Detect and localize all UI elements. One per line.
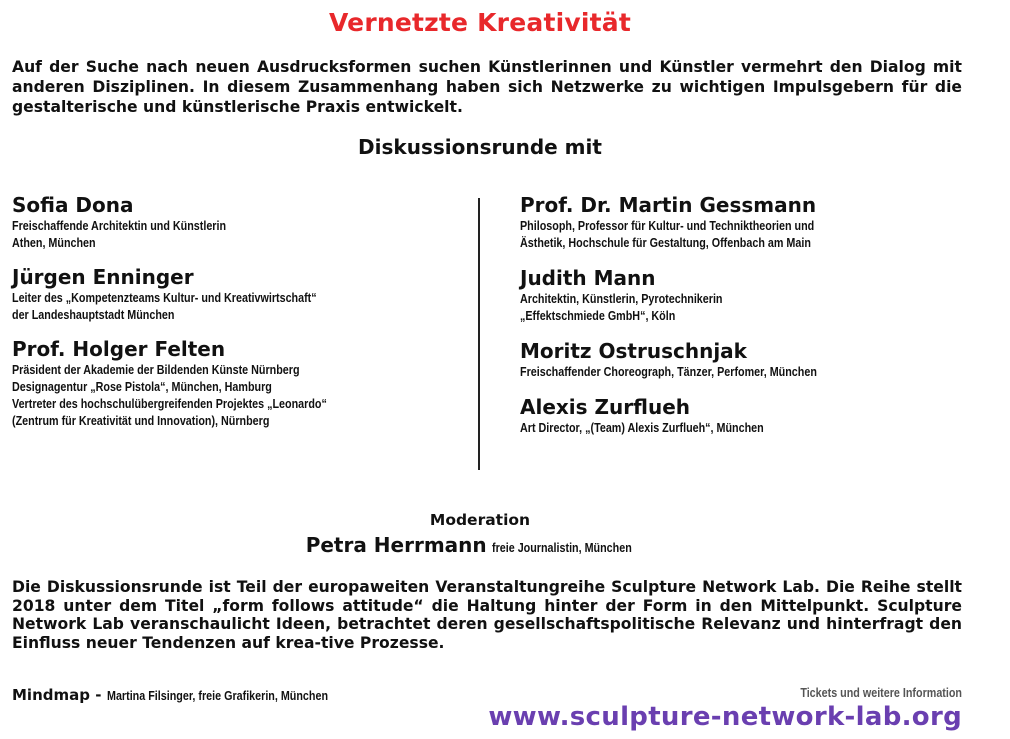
participant-detail: Ästhetik, Hochschule für Gestaltung, Offenbach am Main — [520, 236, 811, 250]
moderator-role: freie Journalistin, München — [491, 541, 632, 555]
outro-paragraph: Die Diskussionsrunde ist Teil der europaweiten Veranstaltungreihe Sculpture Network Lab. Die Reihe stellt 2018 unter dem Titel „form follows attitude“ die Haltung hinter der Form in den Mittelpunkt. Sculpture Network Lab veranschaulicht Ideen, betrachtet deren gesellschaftspolitische Relevanz und hinterfragt den Einfluss neuer Tendenzen auf krea-tive Prozesse. — [12, 578, 962, 652]
discussion-heading: Diskussionsrunde mit — [358, 135, 602, 159]
participant — [12, 193, 462, 252]
participant — [520, 395, 990, 437]
participant — [520, 339, 990, 381]
participant-detail: der Landeshauptstadt München — [12, 308, 175, 322]
participant — [12, 337, 462, 430]
participant-detail: Architektin, Künstlerin, Pyrotechnikerin — [520, 292, 723, 306]
participant-detail: Vertreter des hochschulübergreifenden Projektes „Leonardo“ — [12, 397, 327, 411]
participant-detail: „Effektschmiede GmbH“, Köln — [520, 309, 676, 323]
participants-right-column — [520, 193, 990, 451]
moderation-label: Moderation — [429, 511, 531, 529]
column-divider — [478, 198, 480, 470]
participant — [520, 193, 990, 252]
participant-detail: Philosoph, Professor für Kultur- und Techniktheorien und — [520, 219, 815, 233]
participant-name: Sofia Dona — [12, 193, 134, 217]
page-title: Vernetzte Kreativität — [328, 8, 631, 37]
participant-name: Moritz Ostruschnjak — [520, 339, 747, 363]
mindmap-credit-line — [12, 685, 364, 704]
participant-detail: Designagentur „Rose Pistola“, München, Hamburg — [12, 380, 272, 394]
participant-detail: Freischaffender Choreograph, Tänzer, Perfomer, München — [520, 365, 817, 379]
website-link[interactable]: www.sculpture-network-lab.org — [488, 702, 962, 732]
participant-detail: Freischaffende Architektin und Künstlerin — [12, 219, 227, 233]
participant-detail: Präsident der Akademie der Bildenden Künste Nürnberg — [12, 363, 300, 377]
participant-detail: Leiter des „Kompetenzteams Kultur- und Kreativwirtschaft“ — [12, 291, 317, 305]
participants-left-column — [12, 193, 462, 443]
mindmap-label: Mindmap - — [12, 686, 102, 704]
participant — [520, 266, 990, 325]
participant-detail: (Zentrum für Kreativität und Innovation), Nürnberg — [12, 414, 270, 428]
participant-name: Judith Mann — [520, 266, 656, 290]
moderator — [0, 533, 960, 557]
participant-name: Prof. Holger Felten — [12, 337, 226, 361]
participant-detail: Athen, München — [12, 236, 96, 250]
participant-name: Jürgen Enninger — [12, 265, 194, 289]
mindmap-credit: Martina Filsinger, freie Grafikerin, München — [106, 689, 328, 703]
participant-name: Prof. Dr. Martin Gessmann — [520, 193, 817, 217]
tickets-label: Tickets und weitere Information — [800, 686, 962, 700]
participant-detail: Art Director, „(Team) Alexis Zurflueh“, München — [520, 421, 764, 435]
participant-name: Alexis Zurflueh — [520, 395, 690, 419]
participant — [12, 265, 462, 324]
intro-paragraph: Auf der Suche nach neuen Ausdrucksformen suchen Künstlerinnen und Künstler vermehrt den Dialog mit anderen Disziplinen. In diesem Zusammenhang haben sich Netzwerke zu wichtigen Impulsgebern für die gestalterische und künstlerische Praxis entwickelt. — [12, 58, 962, 116]
moderator-name: Petra Herrmann — [305, 533, 487, 557]
